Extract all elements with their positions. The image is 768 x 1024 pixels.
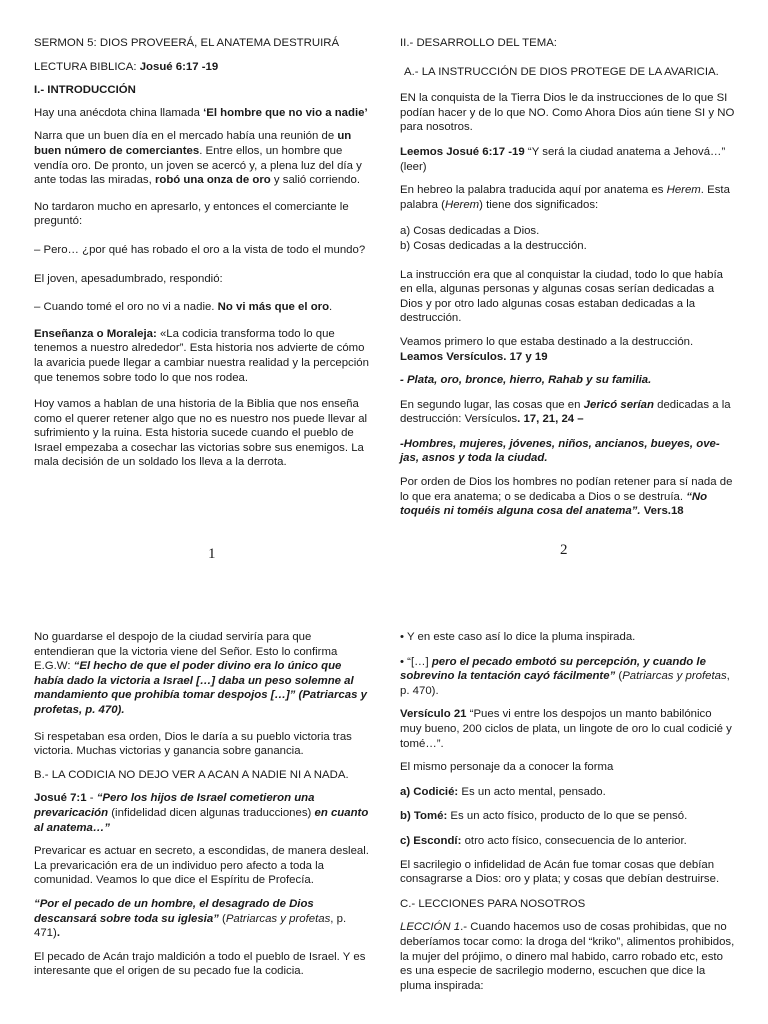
paragraph: Veamos primero lo que estaba destinado a la destrucción. Leamos Versículos. 17 y 19 <box>400 335 694 363</box>
paragraph: En hebreo la palabra traducida aquí por anatema es Herem. Esta palabra (Herem) tiene dos significados: <box>400 184 730 211</box>
page-3 <box>34 630 370 988</box>
section-heading: II.- DESARROLLO DEL TEMA: <box>400 37 557 49</box>
page-number: 1 <box>208 546 216 562</box>
lectura-biblica: LECTURA BIBLICA: Josué 6:17 -19 <box>34 60 219 73</box>
paragraph: Hoy vamos a hablan de una historia de la Biblia que nos enseña como el querer retener algo que no es nuestro nos puede llevar al sufrimiento y la ruina. Esta historia sucede cuando el pueblo de Israel empezaba a cosechar las victorias sobre sus enemigos. La mala decisión de un soldado los lleva a la derrota. <box>34 398 368 469</box>
page-number: 2 <box>560 542 568 558</box>
page-4 <box>400 630 736 1002</box>
page-1 <box>34 36 370 479</box>
paragraph: -Hombres, mujeres, jóvenes, niños, ancianos, bueyes, ove-jas, asnos y toda la ciudad. <box>400 437 720 465</box>
list: a) Cosas dedicadas a Dios. b) Cosas dedicadas a la destrucción. <box>400 225 587 252</box>
paragraph: Prevaricar es actuar en secreto, a escondidas, de manera desleal. La prevaricación era de un individuo pero afecto a toda la comunidad. Veamos lo que dice el Espíritu de Profecía. <box>34 845 369 887</box>
sermon-title: SERMON 5: DIOS PROVEERÁ, EL ANATEMA DESTRUIRÁ <box>34 37 340 49</box>
paragraph: Por orden de Dios los hombres no podían retener para sí nada de lo que era anatema; o se dedicaba a Dios o se destruía. “No toquéis ni toméis alguna cosa del anatema”. Vers.18 <box>400 476 733 518</box>
paragraph: El joven, apesadumbrado, respondió: <box>34 272 223 285</box>
subsection-heading: A.- LA INSTRUCCIÓN DE DIOS PROTEGE DE LA AVARICIA. <box>404 65 719 78</box>
paragraph: – Pero… ¿por qué has robado el oro a la vista de todo el mundo? <box>34 243 366 256</box>
paragraph: Enseñanza o Moraleja: «La codicia transforma todo lo que tenemos a nuestro alrededor”. Esta historia nos advierte de cómo la avaricia puede llegar a cambiar nuestra realidad y la percepción que tenemos sobre todo lo que nos rodea. <box>34 327 369 384</box>
list-item: c) Escondí: otro acto físico, consecuencia de lo anterior. <box>400 834 687 847</box>
paragraph: El pecado de Acán trajo maldición a todo el pueblo de Israel. Y es interesante que el origen de su pecado fue la codicia. <box>34 950 366 978</box>
subsection-heading: C.- LECCIONES PARA NOSOTROS <box>400 897 586 910</box>
paragraph: No tardaron mucho en apresarlo, y entonces el comerciante le preguntó: <box>34 200 349 228</box>
paragraph: Hay una anécdota china llamada ‘El hombre que no vio a nadie’ <box>34 106 368 119</box>
list-item: a) Codicié: Es un acto mental, pensado. <box>400 785 606 798</box>
paragraph: El mismo personaje da a conocer la forma <box>400 761 614 774</box>
paragraph: En segundo lugar, las cosas que en Jericó serían dedicadas a la destrucción: Versículos. 17, 21, 24 – <box>400 398 731 426</box>
page-2 <box>400 36 736 528</box>
paragraph: Josué 7:1 - “Pero los hijos de Israel cometieron una prevaricación (infidelidad dicen algunas traducciones) en cuanto al anatema…” <box>34 792 369 834</box>
paragraph: Leemos Josué 6:17 -19 “Y será la ciudad anatema a Jehová…” (leer) <box>400 145 726 173</box>
paragraph: - Plata, oro, bronce, hierro, Rahab y su familia. <box>400 374 652 387</box>
paragraph: Narra que un buen día en el mercado había una reunión de un buen número de comerciantes. Entre ellos, un hombre que vendía oro. De pronto, un joven se acercó y, a plena luz del día y ante todas las miradas, robó una onza de oro y salió corriendo. <box>34 130 362 187</box>
subsection-heading: B.- LA CODICIA NO DEJO VER A ACAN A NADIE NI A NADA. <box>34 768 349 781</box>
paragraph: LECCIÓN 1.- Cuando hacemos uso de cosas prohibidas, que no deberíamos tocar como: la droga del “kriko”, alimentos prohibidos, la mujer del prójimo, o dinero mal habido, carro robado etc, esto es una especie de sacrilegio moderno, escuchen que dice la pluma inspirada: <box>400 921 735 992</box>
paragraph: Versículo 21 “Pues vi entre los despojos un manto babilónico muy bueno, 200 ciclos de plata, un lingote de oro lo cual codicié y tomé…”. <box>400 708 732 750</box>
paragraph: La instrucción era que al conquistar la ciudad, todo lo que había en ella, algunas personas y algunas cosas serían dedicadas a Dios y por otro lado algunas cosas estaban dedicadas a la destrucción. <box>400 268 723 325</box>
paragraph: EN la conquista de la Tierra Dios le da instrucciones de lo que SI podían hacer y de lo que NO. Como Ahora Dios aún tiene SI y NO para nosotros. <box>400 92 735 134</box>
list-item: b) Tomé: Es un acto físico, producto de lo que se pensó. <box>400 810 688 823</box>
paragraph: No guardarse el despojo de la ciudad serviría para que entendieran que la victoria viene del Señor. Esto lo confirma E.G.W: “El hecho de que el poder divino era lo único que había dado la victoria a Israel […] daba un peso solemne al mandamiento que prohibía tomar despojos […]” (Patriarcas y profetas, p. 470). <box>34 631 367 716</box>
intro-heading: I.- INTRODUCCIÓN <box>34 84 136 97</box>
paragraph: Si respetaban esa orden, Dios le daría a su pueblo victoria tras victoria. Muchas victorias y ganancia sobre ganancia. <box>34 730 352 758</box>
paragraph: El sacrilegio o infidelidad de Acán fue tomar cosas que debían consagrarse a Dios: oro y plata; y cosas que debían destruirse. <box>400 858 720 886</box>
bullet-item: • Y en este caso así lo dice la pluma inspirada. <box>400 631 636 643</box>
bullet-item: • “[…] pero el pecado embotó su percepción, y cuando le sobrevino la tentación cayó fácilmente” (Patriarcas y profetas, p. 470). <box>400 655 730 697</box>
paragraph: “Por el pecado de un hombre, el desagrado de Dios descansará sobre toda su iglesia” (Patriarcas y profetas, p. 471). <box>34 897 347 940</box>
paragraph: – Cuando tomé el oro no vi a nadie. No vi más que el oro. <box>34 301 333 314</box>
